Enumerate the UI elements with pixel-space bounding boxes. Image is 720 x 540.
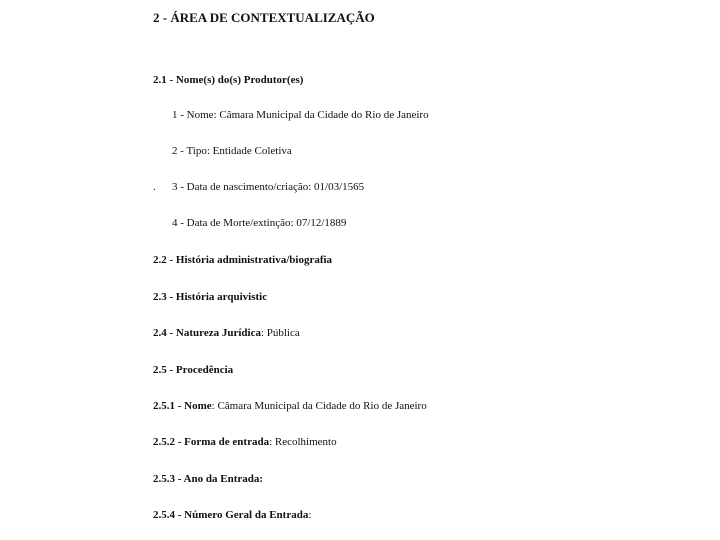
section-2-4-label: 2.4 - Natureza Jurídica: [153, 327, 261, 339]
section-2-5-4-label: 2.5.4 - Número Geral da Entrada: [153, 509, 309, 521]
section-2-5-3-label: 2.5.3 - Ano da Entrada: [153, 473, 260, 485]
producer-item-value: : 01/03/1565: [308, 181, 365, 193]
producer-item-value: : Câmara Municipal da Cidade do Rio de Janeiro: [213, 109, 429, 121]
section-2-3-heading: 2.3 - História arquivistic: [153, 291, 268, 303]
section-2-5-2: [153, 435, 337, 449]
producer-item-extinction-date: [172, 216, 346, 230]
section-heading: 2 - ÁREA DE CONTEXTUALIZAÇÃO: [153, 10, 375, 25]
section-2-5-1-value: : Câmara Municipal da Cidade do Rio de Janeiro: [211, 400, 427, 412]
section-2-5-1-label: 2.5.1 - Nome: [153, 400, 212, 412]
section-2-5-heading: 2.5 - Procedência: [153, 364, 234, 376]
section-2-1-heading: 2.1 - Nome(s) do(s) Produtor(es): [153, 74, 304, 86]
producer-item-label: 2 - Tipo: [172, 145, 207, 157]
producer-item-label: 1 - Nome: [172, 109, 214, 121]
section-2-5-1: [153, 399, 427, 413]
section-2-5-2-value: : Recolhimento: [269, 436, 337, 448]
section-2-5-4-value: :: [308, 509, 312, 521]
section-2-4-value: : Pública: [260, 327, 300, 339]
margin-mark: .: [153, 181, 156, 193]
section-2-2-heading: 2.2 - História administrativa/biografia: [153, 254, 333, 266]
section-2-5-3: [153, 472, 263, 486]
producer-item-creation-date: [172, 180, 364, 194]
section-2-4: [153, 326, 300, 340]
producer-item-value: : 07/12/1889: [290, 217, 347, 229]
section-2-5-4: [153, 508, 311, 522]
producer-item-label: 3 - Data de nascimento/criação: [172, 181, 309, 193]
producer-item-type: [172, 144, 292, 158]
producer-item-value: : Entidade Coletiva: [206, 145, 292, 157]
producer-item-name: [172, 108, 429, 122]
producer-item-label: 4 - Data de Morte/extinção: [172, 217, 291, 229]
section-2-5-3-value: :: [259, 473, 264, 485]
section-2-5-2-label: 2.5.2 - Forma de entrada: [153, 436, 270, 448]
